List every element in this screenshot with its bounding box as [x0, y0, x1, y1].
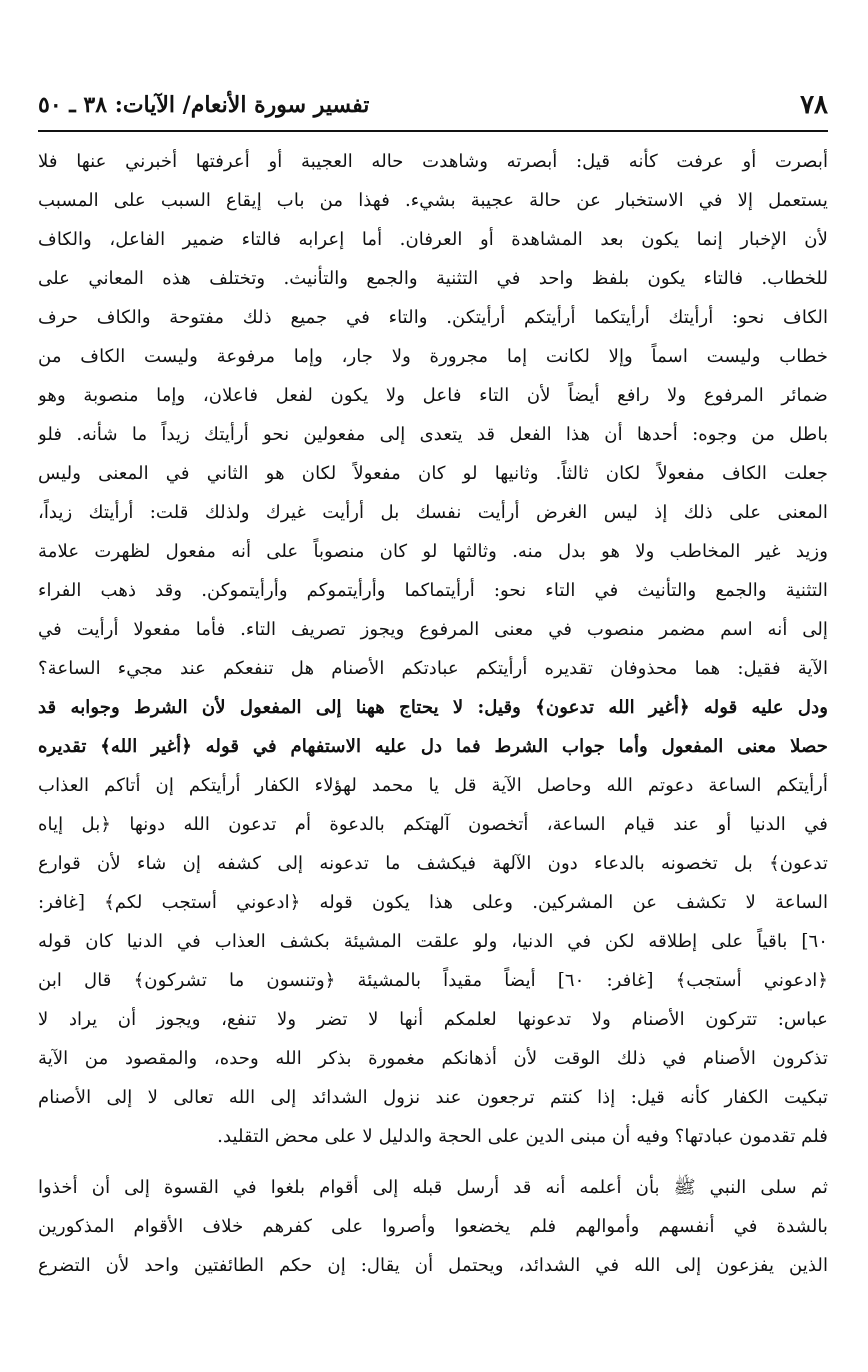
text-line: يستعمل إلا في الاستخبار عن حالة عجيبة بشيء. فهذا من باب إيقاع السبب على المسبب [38, 190, 828, 211]
text-line: حصلا معنى المفعول وأما جواب الشرط فما دل عليه الاستفهام في قوله ﴿أغير الله﴾ تقديره [38, 736, 828, 757]
text-line: الساعة لا تكشف عن المشركين. وعلى هذا يكون قوله ﴿ادعوني أستجب لكم﴾ [غافر: [38, 892, 828, 913]
page-number: ٧٨ [800, 90, 828, 120]
text-line: للخطاب. فالتاء يكون بلفظ واحد في التثنية والجمع والتأنيث. وتختلف هذه المعاني على [38, 268, 828, 289]
text-line: لأن الإخبار إنما يكون بعد المشاهدة أو العرفان. أما إعرابه فالتاء ضمير الفاعل، والكاف [38, 229, 828, 250]
text-line: في الدنيا أو عند قيام الساعة، أتخصون آلهتكم بالدعوة أم تدعون الله دونها ﴿بل إياه [38, 814, 828, 835]
text-line: الذين يفزعون إلى الله في الشدائد، ويحتمل أن يقال: إن حكم الطائفتين واحد لأن التضرع [38, 1255, 828, 1276]
text-line: تبكيت الكفار كأنه قيل: إذا كنتم ترجعون عند نزول الشدائد إلى الله تعالى لا إلى الأصنام [38, 1087, 828, 1108]
text-line: أرأيتكم الساعة دعوتم الله وحاصل الآية قل يا محمد لهؤلاء الكفار أرأيتكم إن أتاكم العذاب [38, 775, 828, 796]
running-title: تفسير سورة الأنعام/ الآيات: ٣٨ ـ ٥٠ [38, 92, 370, 118]
header-rule [38, 130, 828, 132]
text-line: ﴿ادعوني أستجب﴾ [غافر: ٦٠] أيضاً مقيداً بالمشيئة ﴿وتنسون ما تشركون﴾ قال ابن [38, 970, 828, 991]
text-line: التثنية والجمع والتأنيث في التاء نحو: أرأيتماكما وأرأيتموكم وأرأيتموكن. وقد ذهب الفراء [38, 580, 828, 601]
text-line: الآية فقيل: هما محذوفان تقديره أرأيتكم عبادتكم الأصنام هل تنفعكم عند مجيء الساعة؟ [38, 658, 828, 679]
text-line: ثم سلى النبي ﷺ بأن أعلمه أنه قد أرسل قبله إلى أقوام بلغوا في القسوة إلى أن أخذوا [38, 1177, 828, 1198]
text-line: باطل من وجوه: أحدها أن هذا الفعل قد يتعدى إلى مفعولين نحو أرأيتك زيداً ما شأنه. فلو [38, 424, 828, 445]
text-line: تذكرون الأصنام في ذلك الوقت لأن أذهانكم مغمورة بذكر الله وحده، والمقصود من الآية [38, 1048, 828, 1069]
text-line: الكاف نحو: أرأيتك أرأيتكما أرأيتكم أرأيتكن. والتاء في جميع ذلك مفتوحة والكاف حرف [38, 307, 828, 328]
text-line: وزيد غير المخاطب ولا هو بدل منه. وثالثها لو كان منصوباً على أنه مفعول لظهرت علامة [38, 541, 828, 562]
text-line: تدعون﴾ بل تخصونه بالدعاء دون الآلهة فيكشف ما تدعونه إلى كشفه إن شاء لأن قوارع [38, 853, 828, 874]
text-line: ودل عليه قوله ﴿أغير الله تدعون﴾ وقيل: لا يحتاج ههنا إلى المفعول لأن الشرط وجوابه قد [38, 697, 828, 718]
paragraph-gap [38, 1156, 828, 1168]
text-line: جعلت الكاف مفعولاً لكان ثالثاً. وثانيها لو كان مفعولاً لكان هو الثاني في المعنى وليس [38, 463, 828, 484]
body-text [38, 142, 828, 1285]
text-line: خطاب وليست اسماً وإلا لكانت إما مجرورة ولا جار، وإما مرفوعة وليست الكاف من [38, 346, 828, 367]
text-line: ضمائر المرفوع ولا رافع أيضاً لأن التاء فاعل ولا يكون لفعل فاعلان، وإما منصوبة وهو [38, 385, 828, 406]
text-line: أبصرت أو عرفت كأنه قيل: أبصرته وشاهدت حاله العجيبة أو أعرفتها أخبرني عنها فلا [38, 151, 828, 172]
text-line: عباس: تتركون الأصنام ولا تدعونها لعلمكم أنها لا تضر ولا تنفع، ويجوز أن يراد لا [38, 1009, 828, 1030]
text-line: فلم تقدمون عبادتها؟ وفيه أن مبنى الدين على الحجة والدليل لا على محض التقليد. [217, 1126, 828, 1147]
text-line: ٦٠] باقياً على إطلاقه لكن في الدنيا، ولو علقت المشيئة بكشف العذاب في الدنيا كان قوله [38, 931, 828, 952]
text-line: المعنى على ذلك إذ ليس الغرض أرأيت نفسك بل أرأيت غيرك ولذلك قلت: أرأيتك زيداً، [38, 502, 828, 523]
text-line: إلى أنه اسم مضمر منصوب في معنى المرفوع ويجوز تصريف التاء. فأما مفعولا أرأيت في [38, 619, 828, 640]
page-header [38, 88, 828, 128]
text-line: بالشدة في أنفسهم وأموالهم فلم يخضعوا وأصروا على كفرهم خلاف الأقوام المذكورين [38, 1216, 828, 1237]
